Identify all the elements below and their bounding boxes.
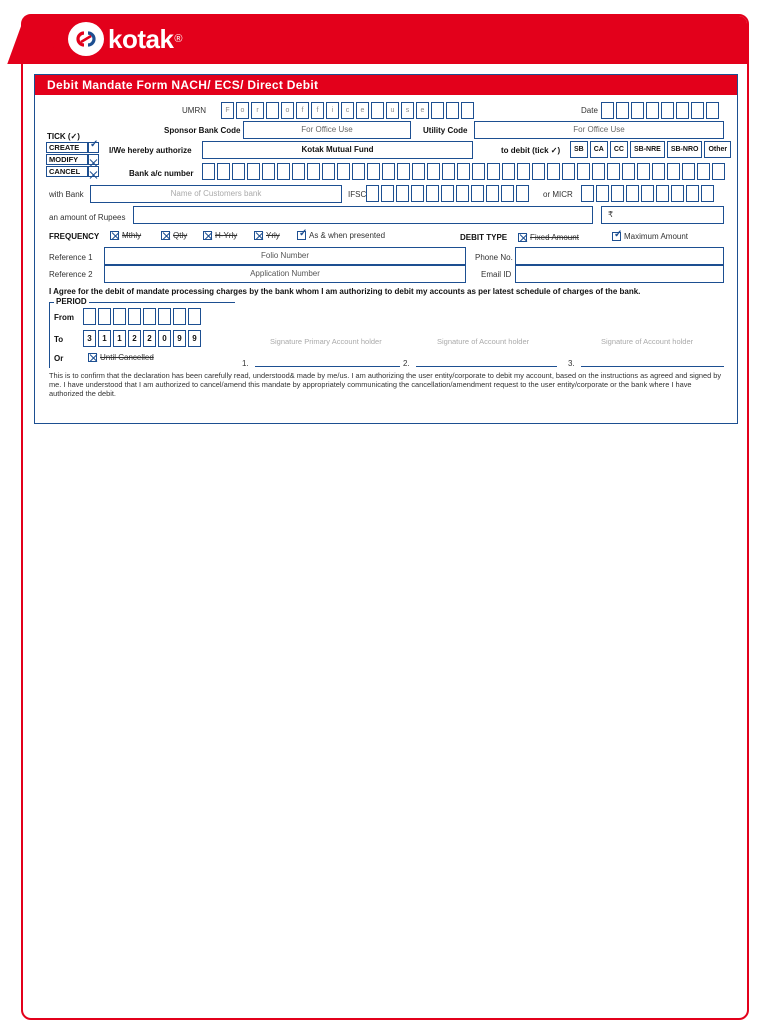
signature-3-line[interactable]: [581, 366, 724, 367]
account-type-sb[interactable]: SB: [570, 141, 588, 158]
application-number-field[interactable]: Application Number: [104, 265, 466, 283]
bank-ac-cell[interactable]: [322, 163, 335, 180]
bank-ac-cell[interactable]: [517, 163, 530, 180]
bank-ac-cell[interactable]: [277, 163, 290, 180]
to-date-cells[interactable]: [83, 330, 203, 347]
debit-type-label: DEBIT TYPE: [460, 233, 508, 242]
bank-ac-cell[interactable]: [472, 163, 485, 180]
micr-cell[interactable]: [596, 185, 609, 202]
phone-field[interactable]: [515, 247, 724, 265]
umrn-label: UMRN: [182, 106, 206, 115]
date-cell[interactable]: [616, 102, 629, 119]
signature-3-num: 3.: [568, 359, 575, 368]
bank-ac-cell[interactable]: [367, 163, 380, 180]
bank-ac-cell[interactable]: [547, 163, 560, 180]
create-option[interactable]: CREATE: [46, 142, 88, 153]
to-date-cell[interactable]: 1: [98, 330, 111, 347]
freq-as-when[interactable]: ✓ As & when presented: [299, 228, 386, 240]
bank-ac-cell[interactable]: [232, 163, 245, 180]
ifsc-cell[interactable]: [396, 185, 409, 202]
amount-figures-field[interactable]: ₹: [601, 206, 724, 224]
umrn-cell[interactable]: F: [221, 102, 234, 119]
to-label: To: [54, 335, 64, 344]
ref1-label: Reference 1: [49, 253, 93, 262]
account-type-ca[interactable]: CA: [590, 141, 608, 158]
to-date-cell[interactable]: 9: [188, 330, 201, 347]
to-date-cell[interactable]: 2: [128, 330, 141, 347]
cancel-cross-icon[interactable]: [88, 166, 99, 177]
ifsc-cell[interactable]: [381, 185, 394, 202]
bank-ac-label: Bank a/c number: [129, 169, 194, 178]
to-date-cell[interactable]: 0: [158, 330, 171, 347]
folio-number-field[interactable]: Folio Number: [104, 247, 466, 265]
umrn-cell[interactable]: r: [251, 102, 264, 119]
ifsc-cell[interactable]: [426, 185, 439, 202]
declaration-text: This is to confirm that the declaration has been carefully read, understood& made by me/us. I am authorizing the user entity/corporate to debit my account, based on the instructions as agreed and signed by me. I have understood that I am authorized to cancel/amend this mandate by appropriately communicating the cancellation/amendment request to the user entity/corporate or the bank where I have authorized the debit.: [49, 371, 722, 398]
ref2-label: Reference 2: [49, 270, 93, 279]
bank-ac-cells[interactable]: [202, 163, 727, 180]
quarterly-cross-icon: [161, 231, 170, 240]
from-date-cells[interactable]: [83, 308, 203, 325]
mandate-form: [34, 74, 738, 424]
freq-yearly[interactable]: Yrly: [254, 231, 280, 240]
from-label: From: [54, 313, 74, 322]
maximum-tick-icon: ✓: [614, 229, 623, 241]
signature-3-label: Signature of Account holder: [601, 337, 694, 346]
umrn-cell[interactable]: o: [236, 102, 249, 119]
micr-cell[interactable]: [626, 185, 639, 202]
monthly-cross-icon: [110, 231, 119, 240]
freq-quarterly[interactable]: Qtly: [161, 231, 187, 240]
date-label: Date: [581, 106, 598, 115]
from-date-cell[interactable]: [188, 308, 201, 325]
bank-ac-cell[interactable]: [622, 163, 635, 180]
from-date-cell[interactable]: [143, 308, 156, 325]
micr-cell[interactable]: [671, 185, 684, 202]
ifsc-cells[interactable]: [366, 185, 531, 202]
umrn-cell[interactable]: [431, 102, 444, 119]
bank-name-field[interactable]: Name of Customers bank: [90, 185, 342, 203]
ifsc-cell[interactable]: [486, 185, 499, 202]
bank-ac-cell[interactable]: [457, 163, 470, 180]
ifsc-cell[interactable]: [441, 185, 454, 202]
ifsc-label: IFSC: [348, 190, 367, 199]
kotak-logo: [68, 22, 183, 56]
cancel-option[interactable]: CANCEL: [46, 166, 88, 177]
to-date-cell[interactable]: 9: [173, 330, 186, 347]
bank-ac-cell[interactable]: [412, 163, 425, 180]
signature-2-label: Signature of Account holder: [437, 337, 530, 346]
from-date-cell[interactable]: [83, 308, 96, 325]
freq-monthly[interactable]: Mthly: [110, 231, 141, 240]
ifsc-cell[interactable]: [501, 185, 514, 202]
from-date-cell[interactable]: [113, 308, 126, 325]
to-date-cell[interactable]: 3: [83, 330, 96, 347]
bank-ac-cell[interactable]: [352, 163, 365, 180]
bank-ac-cell[interactable]: [217, 163, 230, 180]
frequency-label: FREQUENCY: [49, 232, 100, 241]
modify-option[interactable]: MODIFY: [46, 154, 88, 165]
kotak-logo-icon: [68, 22, 104, 56]
account-type-sb-nro[interactable]: SB-NRO: [667, 141, 703, 158]
half-yearly-cross-icon: [203, 231, 212, 240]
form-title: Debit Mandate Form NACH/ ECS/ Direct Debit: [35, 75, 737, 95]
bank-ac-cell[interactable]: [442, 163, 455, 180]
umrn-cell[interactable]: s: [401, 102, 414, 119]
bank-ac-cell[interactable]: [427, 163, 440, 180]
umrn-cell[interactable]: [446, 102, 459, 119]
bank-ac-cell[interactable]: [247, 163, 260, 180]
amount-words-field[interactable]: [133, 206, 593, 224]
bank-ac-cell[interactable]: [382, 163, 395, 180]
tick-label: TICK (✓): [47, 132, 80, 141]
account-type-other[interactable]: Other: [704, 141, 731, 158]
from-date-cell[interactable]: [98, 308, 111, 325]
date-cells[interactable]: [601, 102, 721, 119]
as-when-tick-icon: ✓: [299, 228, 308, 240]
debit-type-fixed[interactable]: Fixed Amount: [518, 233, 579, 242]
signature-2-num: 2.: [403, 359, 410, 368]
create-tick-icon[interactable]: ✓: [88, 142, 99, 153]
signature-1-line[interactable]: [255, 366, 400, 367]
bank-ac-cell[interactable]: [562, 163, 575, 180]
bank-ac-cell[interactable]: [652, 163, 665, 180]
date-cell[interactable]: [676, 102, 689, 119]
payee-field[interactable]: Kotak Mutual Fund: [202, 141, 473, 159]
brand-name: kotak: [108, 23, 174, 54]
date-cell[interactable]: [646, 102, 659, 119]
fixed-cross-icon: [518, 233, 527, 242]
freq-half-yearly[interactable]: H-Yrly: [203, 231, 237, 240]
modify-cross-icon[interactable]: [88, 154, 99, 165]
ifsc-cell[interactable]: [516, 185, 529, 202]
period-label: PERIOD: [56, 297, 87, 306]
micr-cell[interactable]: [686, 185, 699, 202]
bank-ac-cell[interactable]: [592, 163, 605, 180]
email-field[interactable]: [515, 265, 724, 283]
micr-cell[interactable]: [656, 185, 669, 202]
ifsc-cell[interactable]: [366, 185, 379, 202]
to-date-cell[interactable]: 2: [143, 330, 156, 347]
sponsor-label: Sponsor Bank Code: [164, 126, 241, 135]
umrn-cell[interactable]: [371, 102, 384, 119]
signature-1-label: Signature Primary Account holder: [270, 337, 382, 346]
umrn-cell[interactable]: u: [386, 102, 399, 119]
bank-ac-cell[interactable]: [292, 163, 305, 180]
sponsor-code-field[interactable]: For Office Use: [243, 121, 411, 139]
ifsc-cell[interactable]: [471, 185, 484, 202]
authorize-label: I/We hereby authorize: [109, 146, 192, 155]
umrn-cell[interactable]: o: [281, 102, 294, 119]
debit-tick-label: to debit (tick ✓): [501, 146, 561, 155]
umrn-cell[interactable]: e: [416, 102, 429, 119]
bank-ac-cell[interactable]: [637, 163, 650, 180]
account-type-cc[interactable]: CC: [610, 141, 628, 158]
micr-cell[interactable]: [581, 185, 594, 202]
signature-2-line[interactable]: [416, 366, 557, 367]
umrn-cell[interactable]: e: [356, 102, 369, 119]
umrn-cell[interactable]: i: [326, 102, 339, 119]
ifsc-cell[interactable]: [411, 185, 424, 202]
account-type-sb-nre[interactable]: SB-NRE: [630, 141, 665, 158]
umrn-cell[interactable]: c: [341, 102, 354, 119]
date-cell[interactable]: [661, 102, 674, 119]
bank-ac-cell[interactable]: [502, 163, 515, 180]
date-cell[interactable]: [631, 102, 644, 119]
bank-ac-cell[interactable]: [577, 163, 590, 180]
micr-cell[interactable]: [611, 185, 624, 202]
to-date-cell[interactable]: 1: [113, 330, 126, 347]
umrn-cell[interactable]: f: [311, 102, 324, 119]
bank-ac-cell[interactable]: [397, 163, 410, 180]
bank-ac-cell[interactable]: [307, 163, 320, 180]
with-bank-label: with Bank: [49, 190, 84, 199]
debit-type-maximum[interactable]: ✓ Maximum Amount: [614, 229, 689, 241]
bank-ac-cell[interactable]: [202, 163, 215, 180]
or-label: Or: [54, 354, 64, 363]
until-cancelled-option[interactable]: Until Cancelled: [88, 353, 154, 362]
phone-label: Phone No.: [475, 253, 513, 262]
bank-ac-cell[interactable]: [667, 163, 680, 180]
amount-label: an amount of Rupees: [49, 213, 126, 222]
bank-ac-cell[interactable]: [697, 163, 710, 180]
micr-cell[interactable]: [641, 185, 654, 202]
registered-mark: ®: [174, 33, 183, 45]
until-cancelled-cross-icon: [88, 353, 97, 362]
yearly-cross-icon: [254, 231, 263, 240]
micr-cells[interactable]: [581, 185, 716, 202]
from-date-cell[interactable]: [128, 308, 141, 325]
from-date-cell[interactable]: [173, 308, 186, 325]
bank-ac-cell[interactable]: [682, 163, 695, 180]
umrn-cell[interactable]: f: [296, 102, 309, 119]
umrn-cell[interactable]: [266, 102, 279, 119]
utility-code-field[interactable]: For Office Use: [474, 121, 724, 139]
signature-1-num: 1.: [242, 359, 249, 368]
account-type-options[interactable]: [570, 141, 733, 158]
agree-text: I Agree for the debit of mandate processing charges by the bank whom I am authorizing to debit my accounts as per latest schedule of charges of the bank.: [49, 287, 641, 296]
bank-ac-cell[interactable]: [607, 163, 620, 180]
email-label: Email ID: [481, 270, 512, 279]
bank-ac-cell[interactable]: [487, 163, 500, 180]
micr-cell[interactable]: [701, 185, 714, 202]
bank-ac-cell[interactable]: [337, 163, 350, 180]
utility-label: Utility Code: [423, 126, 468, 135]
date-cell[interactable]: [706, 102, 719, 119]
umrn-cell[interactable]: [461, 102, 474, 119]
umrn-cells[interactable]: [221, 102, 476, 119]
ifsc-cell[interactable]: [456, 185, 469, 202]
bank-ac-cell[interactable]: [262, 163, 275, 180]
date-cell[interactable]: [601, 102, 614, 119]
date-cell[interactable]: [691, 102, 704, 119]
bank-ac-cell[interactable]: [712, 163, 725, 180]
from-date-cell[interactable]: [158, 308, 171, 325]
bank-ac-cell[interactable]: [532, 163, 545, 180]
micr-label: or MICR: [543, 190, 573, 199]
